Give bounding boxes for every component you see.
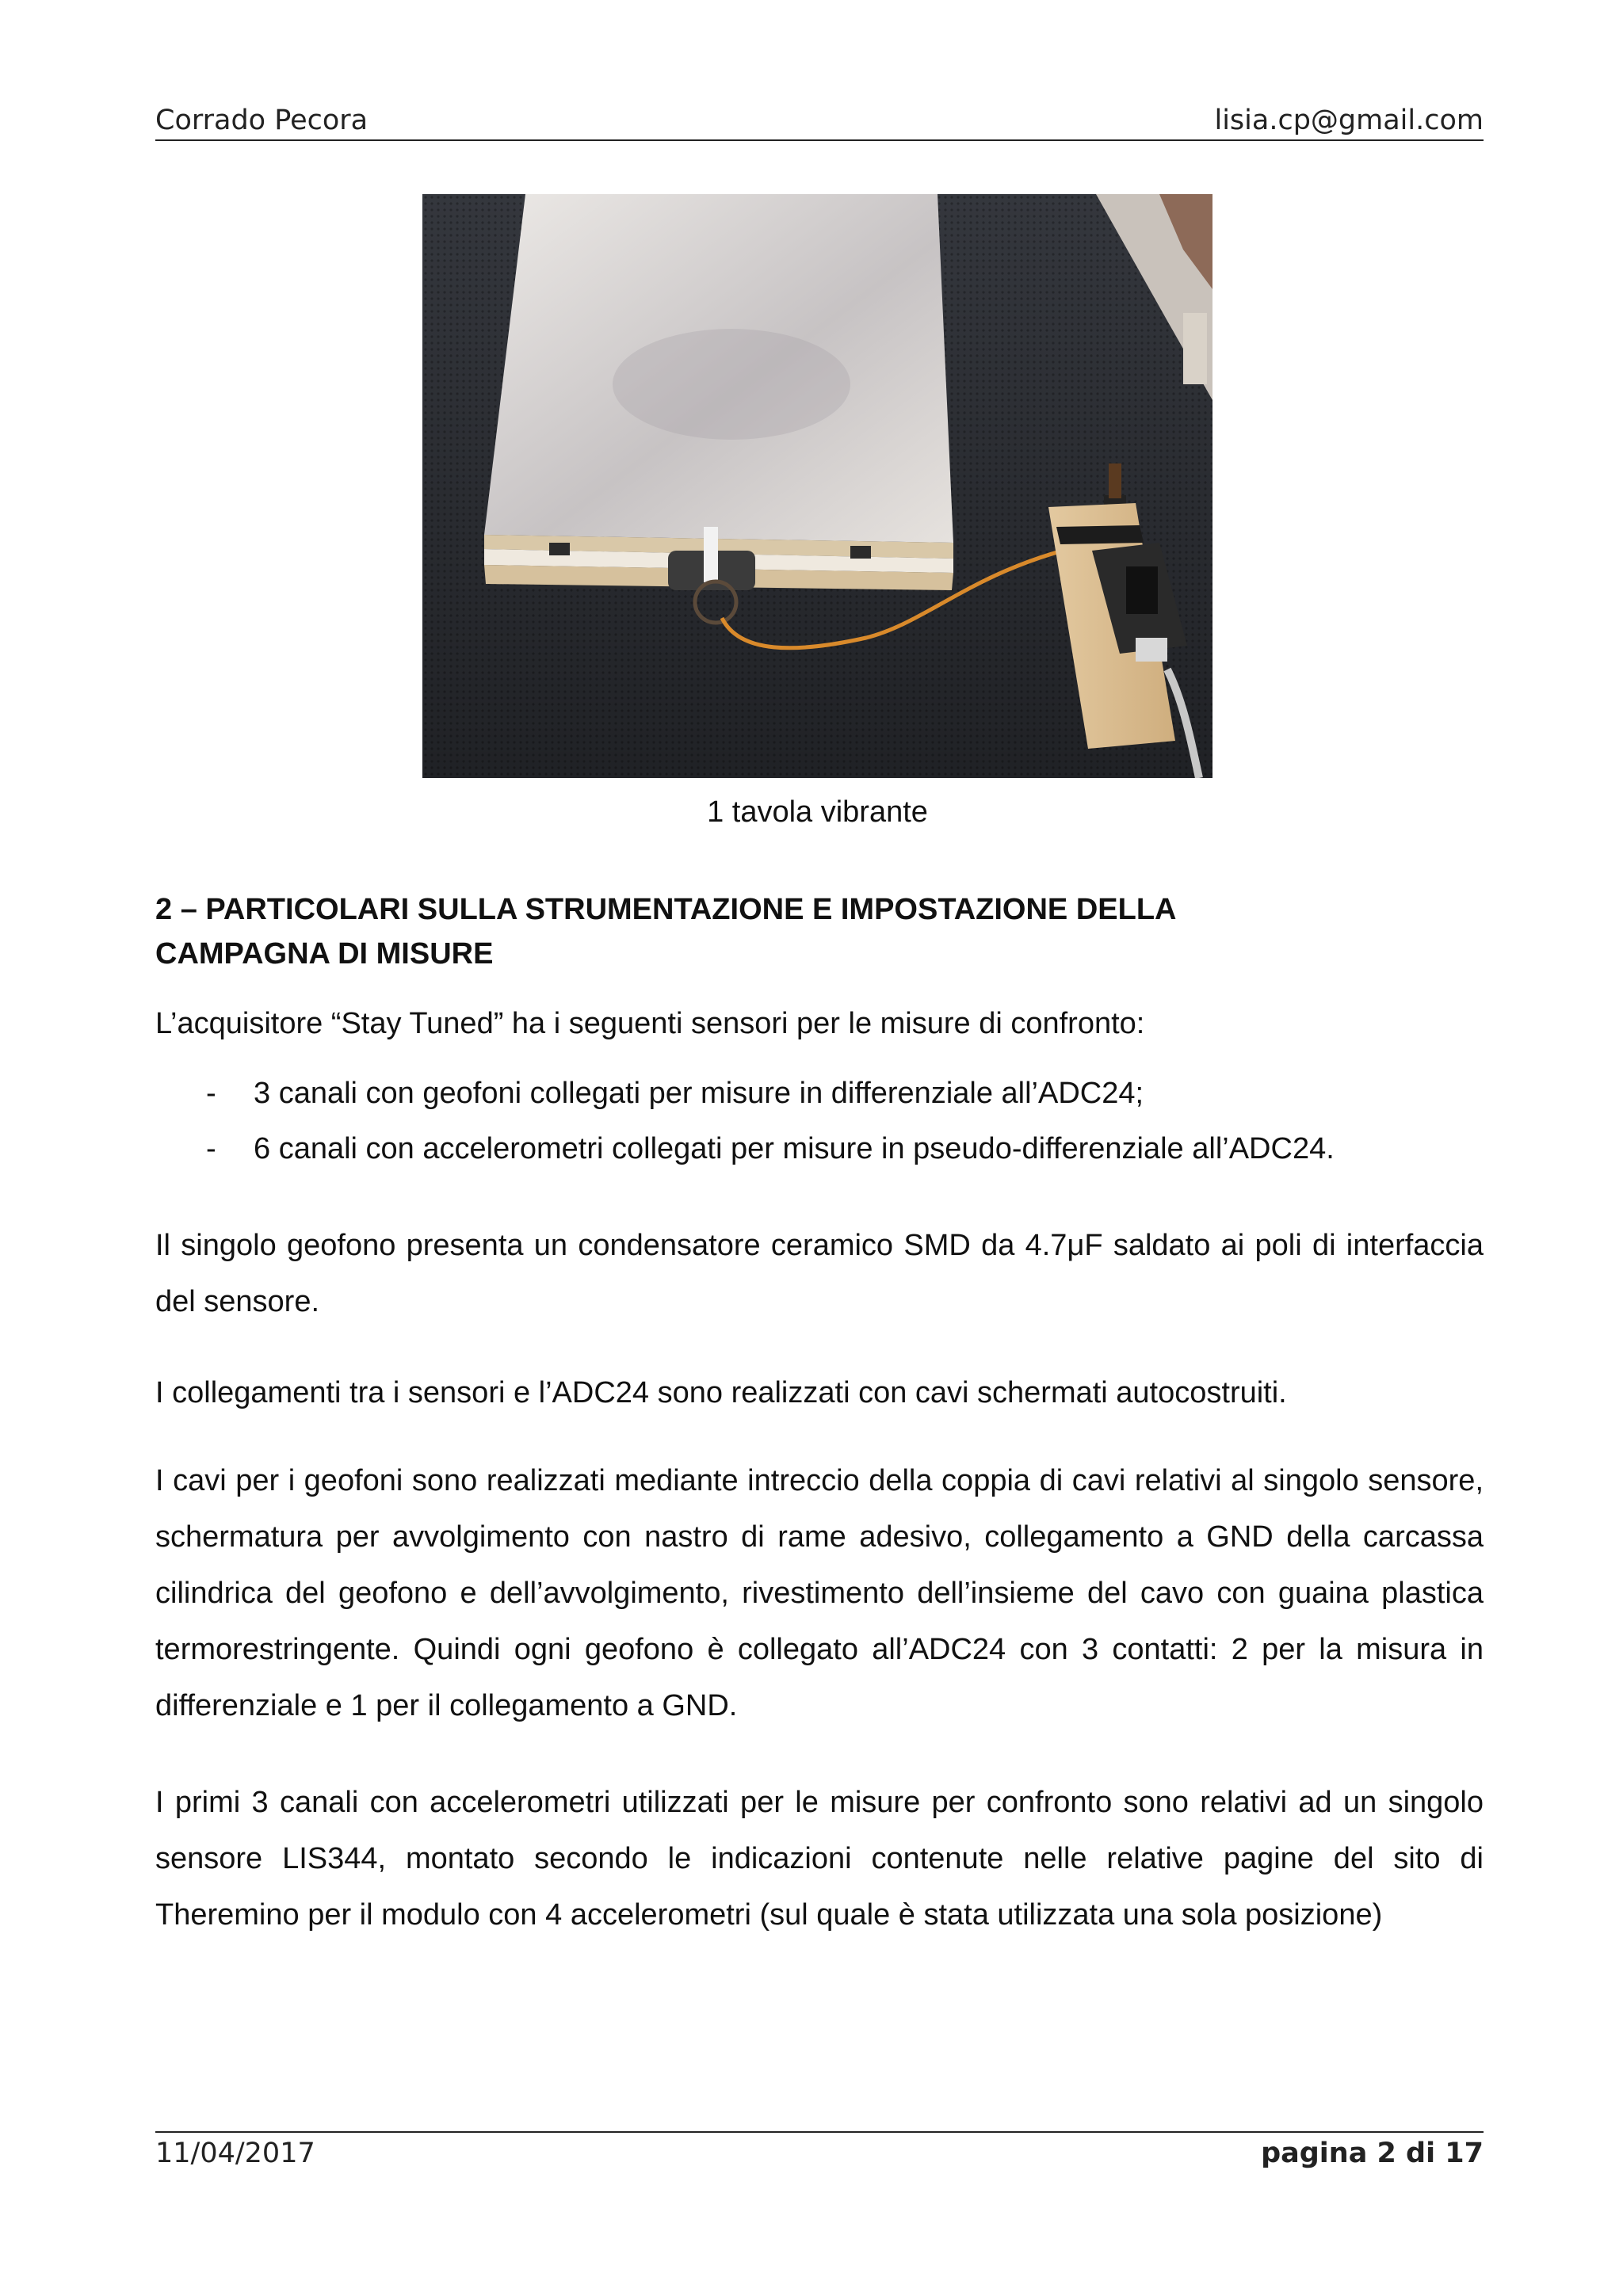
paragraph-cavi: I cavi per i geofoni sono realizzati mediante intreccio della coppia di cavi relativi al singolo sensore, schermatura per avvolgimento con nastro di rame adesivo, collegamento a GND della carcassa cilindrica del geofono e dell’avvolgimento, rivestimento dell’insieme del cavo con guaina plastica termorestringente. Quindi ogni geofono è collegato all’ADC24 con 3 contatti: 2 per la misura in differenziale e 1 per il collegamento a GND. bbox=[155, 1464, 1484, 1722]
intro-paragraph: L’acquisitore “Stay Tuned” ha i seguenti sensori per le misure di confronto: bbox=[155, 1007, 1145, 1040]
section-title-line-1: 2 – PARTICOLARI SULLA STRUMENTAZIONE E IMPOSTAZIONE DELLA bbox=[155, 893, 1177, 926]
page-footer bbox=[155, 2131, 1484, 2177]
sensor-list bbox=[155, 1066, 1484, 1177]
paragraph-collegamenti: I collegamenti tra i sensori e l’ADC24 sono realizzati con cavi schermati autocostruiti. bbox=[155, 1376, 1287, 1409]
paragraph-geofono: Il singolo geofono presenta un condensatore ceramico SMD da 4.7μF saldato ai poli di interfaccia del sensore. bbox=[155, 1229, 1484, 1318]
list-bullet: - bbox=[206, 1131, 216, 1165]
list-item bbox=[155, 1121, 1484, 1177]
section-title-line-2: CAMPAGNA DI MISURE bbox=[155, 937, 494, 971]
list-item-text: 3 canali con geofoni collegati per misure in differenziale all’ADC24; bbox=[254, 1076, 1144, 1110]
footer-date: 11/04/2017 bbox=[155, 2138, 315, 2169]
header-author: Corrado Pecora bbox=[155, 105, 369, 136]
list-item bbox=[155, 1066, 1484, 1121]
list-item-text: 6 canali con accelerometri collegati per misure in pseudo-differenziale all’ADC24. bbox=[254, 1131, 1335, 1165]
figure-caption: 1 tavola vibrante bbox=[707, 795, 928, 829]
list-bullet: - bbox=[206, 1076, 216, 1110]
section-title bbox=[155, 887, 1484, 976]
page-header bbox=[155, 97, 1484, 141]
vibrating-table-photo bbox=[422, 194, 1212, 778]
footer-page-number: pagina 2 di 17 bbox=[1261, 2138, 1484, 2169]
header-email: lisia.cp@gmail.com bbox=[1214, 105, 1484, 136]
paragraph-accelerometri: I primi 3 canali con accelerometri utilizzati per le misure per confronto sono relativi ad un singolo sensore LIS344, montato secondo le indicazioni contenute nelle relative pagine del sito di Theremino per il modulo con 4 accelerometri (sul quale è stata utilizzata una sola posizione) bbox=[155, 1786, 1484, 1932]
